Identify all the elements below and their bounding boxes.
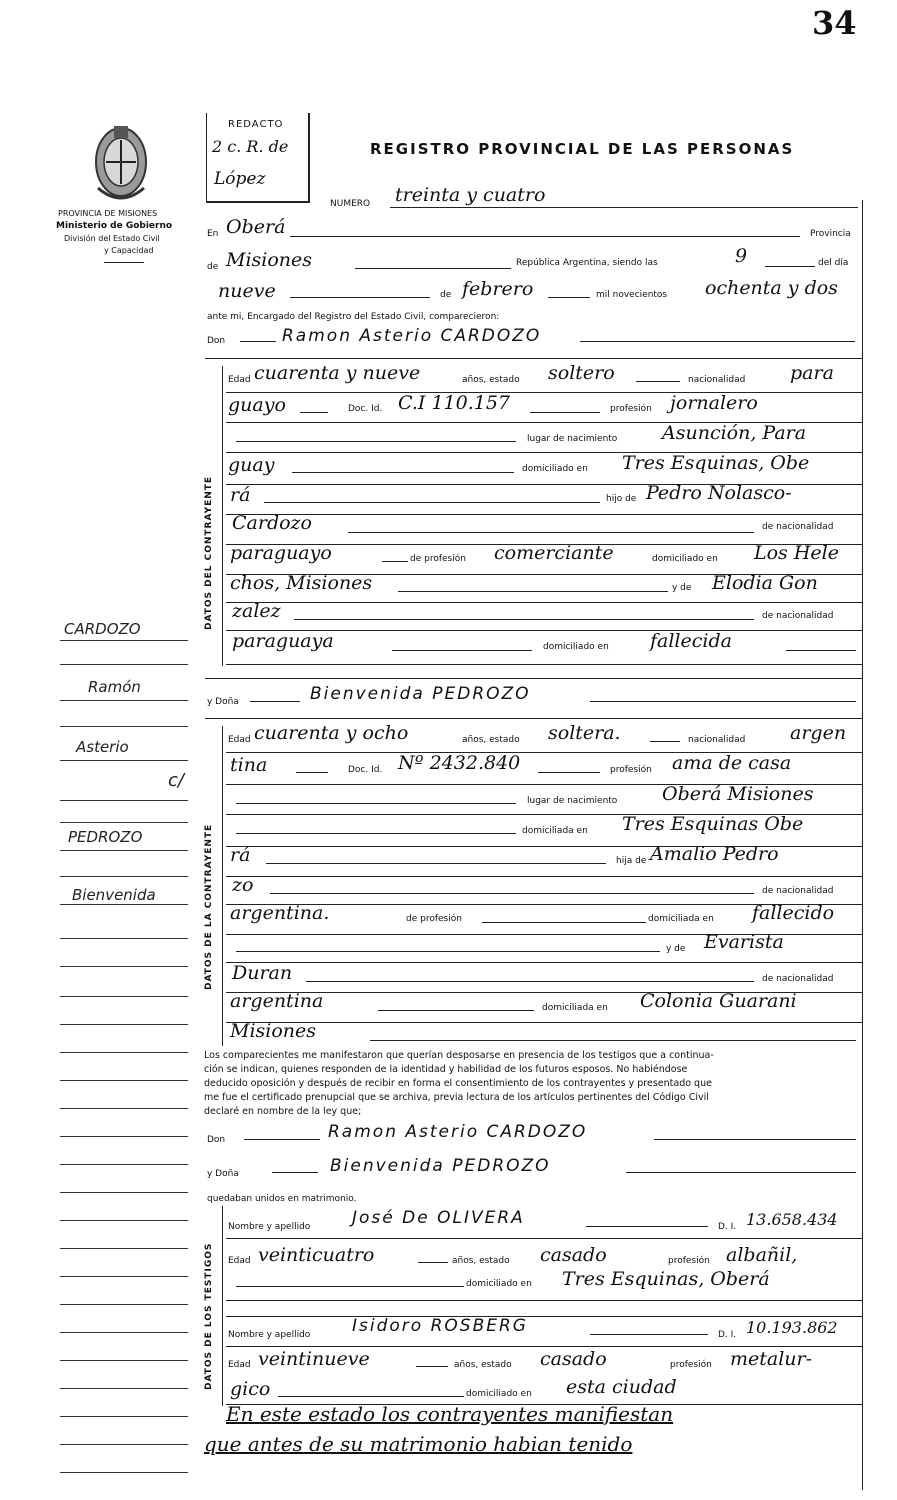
t2-nombre-label: Nombre y apellido (228, 1330, 311, 1340)
declaracion-line-5: declaré en nombre de la ley que; (204, 1106, 362, 1117)
t2-dom-label: domiciliado en (466, 1389, 532, 1399)
padre-nac-value: paraguayo (230, 542, 332, 564)
f-dom-value-b: rá (230, 844, 251, 866)
declaracion-line-2: ción se indican, quienes responden de la identidad y habilidad de los futuros esposos. No habiéndose (204, 1064, 688, 1075)
t1-edad-label: Edad (228, 1256, 251, 1266)
f-nac-value-b: tina (230, 754, 268, 776)
contrayente-f-side-label: DATOS DE LA CONTRAYENTE (204, 823, 214, 990)
stamp-line-3: López (214, 169, 266, 189)
declaracion-line-1: Los comparecientes me manifestaron que querían desposarse en presencia de los testigos que a continua- (204, 1050, 714, 1061)
padre-dom-value-b: chos, Misiones (230, 572, 373, 594)
edad-label: Edad (228, 375, 251, 385)
anos-label: años, estado (462, 375, 520, 385)
f-madre-nac-value: argentina (230, 990, 324, 1012)
declaracion-line-4: me fue el certificado prenupcial que se archiva, previa lectura de los artículos pertinentes del Código Civil (204, 1092, 709, 1103)
numero-value: treinta y cuatro (395, 184, 546, 206)
mes-value: febrero (462, 278, 534, 300)
f-madre-dom-value-a: Colonia Guarani (640, 990, 797, 1012)
t1-prof-label: profesión (668, 1256, 710, 1266)
padre-value-a: Pedro Nolasco- (646, 482, 792, 504)
t2-estado-value: casado (540, 1348, 607, 1370)
t2-di-value: 10.193.862 (746, 1318, 838, 1337)
f-padre-dom-label: domiciliada en (648, 914, 714, 924)
declaracion-line-3: deducido oposición y después de recibir en forma el consentimiento de los contrayentes y presentado que (204, 1078, 712, 1089)
f-de-nac-label: de nacionalidad (762, 886, 834, 896)
f-doc-value: Nº 2432.840 (398, 752, 521, 774)
en-label: En (207, 229, 219, 239)
de-label: de (207, 262, 219, 272)
decl-dona-value: Bienvenida PEDROZO (330, 1156, 551, 1176)
f-padre-nac-value: argentina. (230, 902, 330, 924)
testigos-side-label: DATOS DE LOS TESTIGOS (204, 1242, 214, 1390)
prof-value: jornalero (670, 392, 758, 414)
padre-dom-value-a: Los Hele (754, 542, 839, 564)
crest-line-1: PROVINCIA DE MISIONES (58, 209, 158, 218)
f-y-de-label: y de (666, 944, 686, 954)
provincia-value: Misiones (226, 249, 313, 271)
t2-di-label: D. I. (718, 1330, 737, 1340)
margin-note-3: Asterio (76, 738, 129, 756)
t1-prof-value: albañil, (726, 1244, 798, 1266)
page-number: 34 (812, 4, 857, 42)
margin-note-5: PEDROZO (68, 828, 143, 846)
crest-line-3: División del Estado Civil (64, 234, 160, 243)
decl-don-value: Ramon Asterio CARDOZO (328, 1122, 588, 1142)
nac-label: nacionalidad (688, 375, 746, 385)
prof-label: profesión (610, 404, 652, 414)
t1-estado-value: casado (540, 1244, 607, 1266)
nota-line-2: que antes de su matrimonio habian tenido (204, 1432, 633, 1456)
don-value: Ramon Asterio CARDOZO (282, 326, 542, 346)
hora-value: 9 (735, 245, 748, 267)
dona-value: Bienvenida PEDROZO (310, 684, 531, 704)
doc-label: Doc. Id. (348, 404, 383, 414)
t2-nombre-value: Isidoro ROSBERG (352, 1316, 528, 1336)
f-doc-label: Doc. Id. (348, 765, 383, 775)
redacto-stamp (206, 113, 310, 203)
madre-dom-label: domiciliado en (543, 642, 609, 652)
f-de-nac2-label: de nacionalidad (762, 974, 834, 984)
dom-value-a: Tres Esquinas, Obe (622, 452, 810, 474)
f-nac-value-a: argen (790, 722, 847, 744)
f-padre-dom-value: fallecido (752, 902, 835, 924)
de-nac2-label: de nacionalidad (762, 611, 834, 621)
crest-line-2: Ministerio de Gobierno (56, 221, 173, 231)
margin-note-6: Bienvenida (72, 886, 156, 904)
y-dona-label: y Doña (207, 697, 239, 707)
contrayente-side-label: DATOS DEL CONTRAYENTE (204, 475, 214, 630)
lugar-label: lugar de nacimiento (527, 434, 618, 444)
hijo-label: hijo de (606, 494, 637, 504)
f-madre-dom-value-b: Misiones (230, 1020, 317, 1042)
madre-value-b: zalez (232, 600, 281, 622)
unidos-text: quedaban unidos en matrimonio. (207, 1194, 357, 1204)
decl-don-label: Don (207, 1135, 226, 1145)
padre-value-b: Cardozo (232, 512, 312, 534)
t1-nombre-value: José De OLIVERA (352, 1208, 525, 1228)
f-padre-value-b: zo (232, 874, 254, 896)
t2-anos-label: años, estado (454, 1360, 512, 1370)
f-madre-value-b: Duran (232, 962, 293, 984)
anio-value: ochenta y dos (705, 277, 838, 299)
don-label: Don (207, 336, 226, 346)
margin-note-1: CARDOZO (64, 620, 141, 638)
t2-prof-value-b: gico (230, 1378, 271, 1400)
coat-of-arms-icon (88, 118, 154, 204)
f-estado-value: soltera. (548, 722, 621, 744)
lugar-value-b: guay (228, 454, 275, 476)
del-dia-label: del día (818, 258, 849, 268)
f-lugar-value: Oberá Misiones (662, 783, 814, 805)
f-hija-label: hija de (616, 856, 647, 866)
y-de-label: y de (672, 583, 692, 593)
f-padre-value-a: Amalio Pedro (650, 843, 779, 865)
de-prof-label: de profesión (410, 554, 466, 564)
decl-dona-label: y Doña (207, 1169, 239, 1179)
f-dom-value-a: Tres Esquinas Obe (622, 813, 804, 835)
t1-dom-value: Tres Esquinas, Oberá (562, 1268, 770, 1290)
f-nac-label: nacionalidad (688, 735, 746, 745)
f-edad-value: cuarenta y ocho (254, 722, 409, 744)
f-prof-value: ama de casa (672, 752, 792, 774)
t1-di-label: D. I. (718, 1222, 737, 1232)
nac-value-a: para (790, 362, 834, 384)
nac-value-b: guayo (228, 394, 286, 416)
stamp-line-2: 2 c. R. de (212, 137, 289, 156)
f-edad-label: Edad (228, 735, 251, 745)
stamp-title: REDACTO (228, 119, 284, 130)
republica-label: República Argentina, siendo las (516, 258, 658, 268)
t2-edad-label: Edad (228, 1360, 251, 1370)
lugar-value-a: Asunción, Para (662, 422, 807, 444)
dom-label: domiciliado en (522, 464, 588, 474)
madre-dom-value: fallecida (650, 630, 732, 652)
f-madre-dom-label: domiciliada en (542, 1003, 608, 1013)
padre-dom-label: domiciliado en (652, 554, 718, 564)
crest-line-4: y Capacidad (104, 246, 154, 255)
provincia-label: Provincia (810, 229, 851, 239)
nota-line-1: En este estado los contrayentes manifiestan (226, 1402, 674, 1426)
t2-prof-value: metalur- (730, 1348, 813, 1370)
t2-dom-value: esta ciudad (566, 1376, 677, 1398)
f-de-prof-label: de profesión (406, 914, 462, 924)
madre-value-a: Elodia Gon (712, 572, 818, 594)
t2-prof-label: profesión (670, 1360, 712, 1370)
t1-edad-value: veinticuatro (258, 1244, 375, 1266)
f-prof-label: profesión (610, 765, 652, 775)
estado-value: soltero (548, 362, 615, 384)
f-madre-value-a: Evarista (704, 931, 784, 953)
f-dom-label: domiciliada en (522, 826, 588, 836)
page-title: REGISTRO PROVINCIAL DE LAS PERSONAS (370, 140, 795, 158)
t1-dom-label: domiciliado en (466, 1279, 532, 1289)
f-anos-label: años, estado (462, 735, 520, 745)
padre-prof-value: comerciante (494, 542, 614, 564)
de-nac-label: de nacionalidad (762, 522, 834, 532)
madre-nac-value: paraguaya (232, 630, 334, 652)
mil-label: mil novecientos (596, 290, 668, 300)
dom-value-b: rá (230, 484, 251, 506)
f-lugar-label: lugar de nacimiento (527, 796, 618, 806)
en-value: Oberá (226, 216, 286, 238)
edad-value: cuarenta y nueve (254, 362, 421, 384)
t1-nombre-label: Nombre y apellido (228, 1222, 311, 1232)
dia-value: nueve (218, 280, 276, 302)
numero-label: NUMERO (330, 199, 371, 209)
margin-note-2: Ramón (88, 678, 141, 696)
t1-anos-label: años, estado (452, 1256, 510, 1266)
t2-edad-value: veintinueve (258, 1348, 370, 1370)
margin-note-4: c/ (168, 770, 184, 791)
t1-di-value: 13.658.434 (746, 1210, 838, 1229)
doc-value: C.I 110.157 (398, 392, 511, 414)
ante-label: ante mi, Encargado del Registro del Estado Civil, comparecieron: (207, 312, 500, 322)
de-mes-label: de (440, 290, 452, 300)
